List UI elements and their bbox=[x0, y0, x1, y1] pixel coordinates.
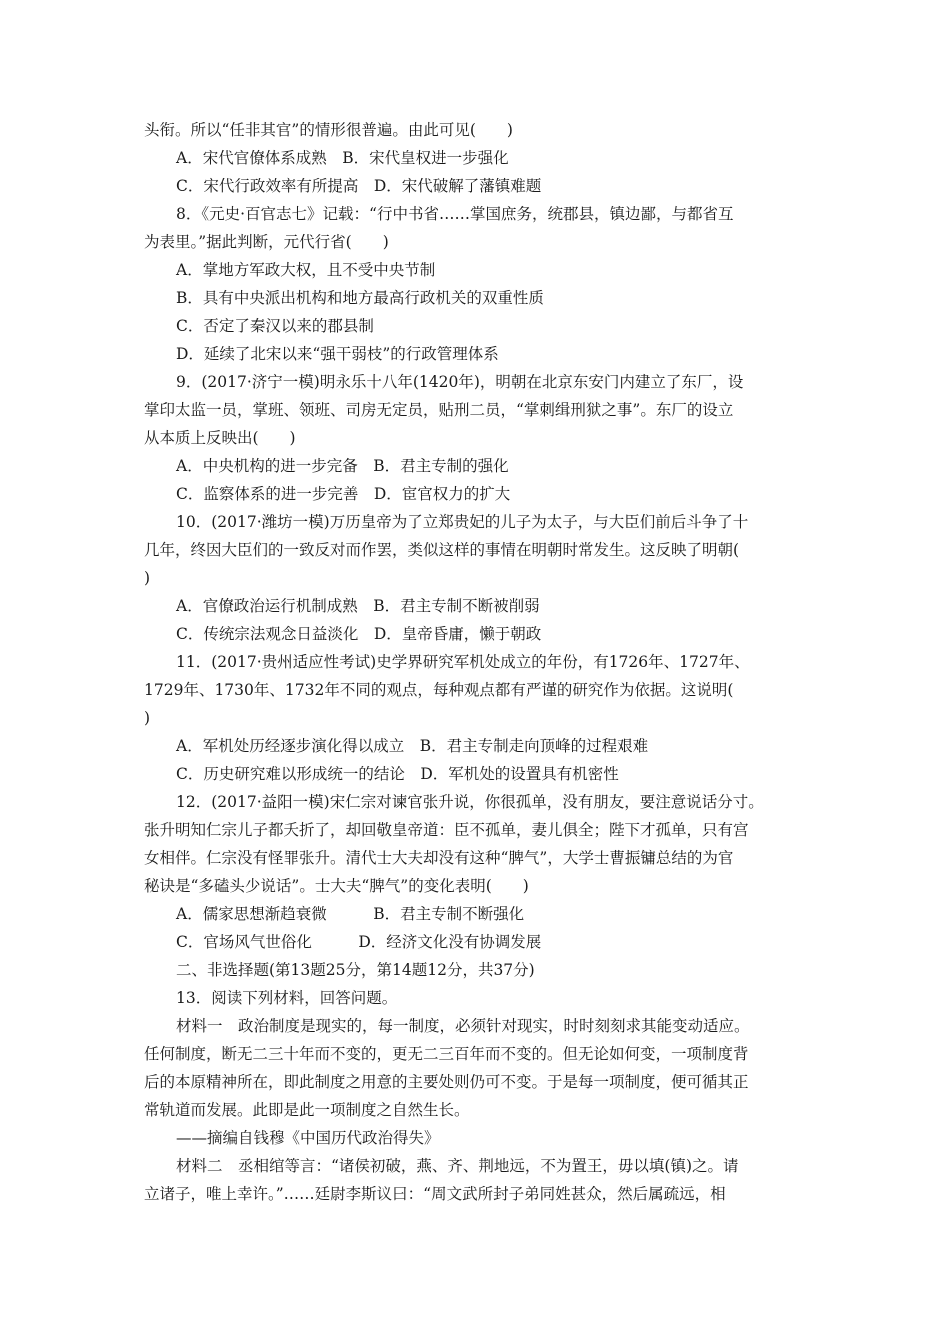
text-line: A．掌地方军政大权，且不受中央节制 bbox=[176, 261, 436, 279]
text-line: 几年，终因大臣们的一致反对而作罢，类似这样的事情在明朝时常发生。这反映了明朝( bbox=[144, 541, 740, 559]
text-line: 后的本原精神所在，即此制度之用意的主要处则仍可不变。于是每一项制度，便可循其正 bbox=[144, 1073, 749, 1091]
text-line: 秘诀是“多磕头少说话”。士大夫“脾气”的变化表明( ) bbox=[144, 877, 529, 895]
text-line: 女相伴。仁宗没有怪罪张升。清代士大夫却没有这种“脾气”，大学士曹振镛总结的为官 bbox=[144, 849, 734, 867]
text-line: ——摘编自钱穆《中国历代政治得失》 bbox=[176, 1129, 440, 1147]
text-line: 头衔。所以“任非其官”的情形很普遍。由此可见( ) bbox=[144, 121, 513, 139]
text-line: 材料一 政治制度是现实的，每一制度，必须针对现实，时时刻刻求其能变动适应。 bbox=[176, 1017, 750, 1035]
text-line: 为表里。”据此判断，元代行省( ) bbox=[144, 233, 389, 251]
text-line: C．宋代行政效率有所提高 D．宋代破解了藩镇难题 bbox=[176, 177, 542, 195]
text-line: 13．阅读下列材料，回答问题。 bbox=[176, 989, 398, 1007]
text-line: 任何制度，断无二三十年而不变的，更无二三百年而不变的。但无论如何变，一项制度背 bbox=[144, 1045, 749, 1063]
text-line: C．官场风气世俗化 D．经济文化没有协调发展 bbox=[176, 933, 542, 951]
text-line: A．宋代官僚体系成熟 B．宋代皇权进一步强化 bbox=[176, 149, 509, 167]
text-line: 9．(2017·济宁一模)明永乐十八年(1420年)，明朝在北京东安门内建立了东厂，设 bbox=[176, 373, 744, 391]
text-line: C．否定了秦汉以来的郡县制 bbox=[176, 317, 374, 335]
text-line: A．中央机构的进一步完备 B．君主专制的强化 bbox=[176, 457, 509, 475]
text-line: 11．(2017·贵州适应性考试)史学界研究军机处成立的年份，有1726年、1727年、 bbox=[176, 653, 750, 671]
text-line: 二、非选择题(第13题25分，第14题12分，共37分) bbox=[176, 961, 535, 979]
text-line: A．儒家思想渐趋衰微 B．君主专制不断强化 bbox=[176, 905, 525, 923]
text-line: ) bbox=[144, 709, 151, 727]
text-line: 掌印太监一员，掌班、领班、司房无定员，贴刑二员，“掌刺缉刑狱之事”。东厂的设立 bbox=[144, 401, 734, 419]
text-line: 常轨道而发展。此即是此一项制度之自然生长。 bbox=[144, 1101, 470, 1119]
document-body bbox=[144, 116, 808, 1208]
text-line: ) bbox=[144, 569, 151, 587]
text-line: D．延续了北宋以来“强干弱枝”的行政管理体系 bbox=[176, 345, 499, 363]
text-line: 材料二 丞相绾等言：“诸侯初破，燕、齐、荆地远，不为置王，毋以填(镇)之。请 bbox=[176, 1157, 739, 1175]
text-line: 10．(2017·潍坊一模)万历皇帝为了立郑贵妃的儿子为太子，与大臣们前后斗争了十 bbox=[176, 513, 749, 531]
text-line: 从本质上反映出( ) bbox=[144, 429, 296, 447]
text-line: 1729年、1730年、1732年不同的观点，每种观点都有严谨的研究作为依据。这说明( bbox=[144, 681, 734, 699]
text-line: C．监察体系的进一步完善 D．宦官权力的扩大 bbox=[176, 485, 511, 503]
text-line: A．军机处历经逐步演化得以成立 B．君主专制走向顶峰的过程艰难 bbox=[176, 737, 649, 755]
text-line: 8．《元史·百官志七》记载：“行中书省……掌国庶务，统郡县，镇边鄙，与都省互 bbox=[176, 205, 734, 223]
text-line: 张升明知仁宗儿子都夭折了，却回敬皇帝道：臣不孤单，妻儿俱全；陛下才孤单，只有宫 bbox=[144, 821, 749, 839]
text-line: C．传统宗法观念日益淡化 D．皇帝昏庸，懒于朝政 bbox=[176, 625, 542, 643]
text-line: C．历史研究难以形成统一的结论 D．军机处的设置具有机密性 bbox=[176, 765, 619, 783]
text-line: 立诸子，唯上幸许。”……廷尉李斯议曰：“周文武所封子弟同姓甚众，然后属疏远，相 bbox=[144, 1185, 726, 1203]
text-line: A．官僚政治运行机制成熟 B．君主专制不断被削弱 bbox=[176, 597, 540, 615]
text-line: B．具有中央派出机构和地方最高行政机关的双重性质 bbox=[176, 289, 544, 307]
text-line: 12．(2017·益阳一模)宋仁宗对谏官张升说，你很孤单，没有朋友，要注意说话分寸。 bbox=[176, 793, 764, 811]
